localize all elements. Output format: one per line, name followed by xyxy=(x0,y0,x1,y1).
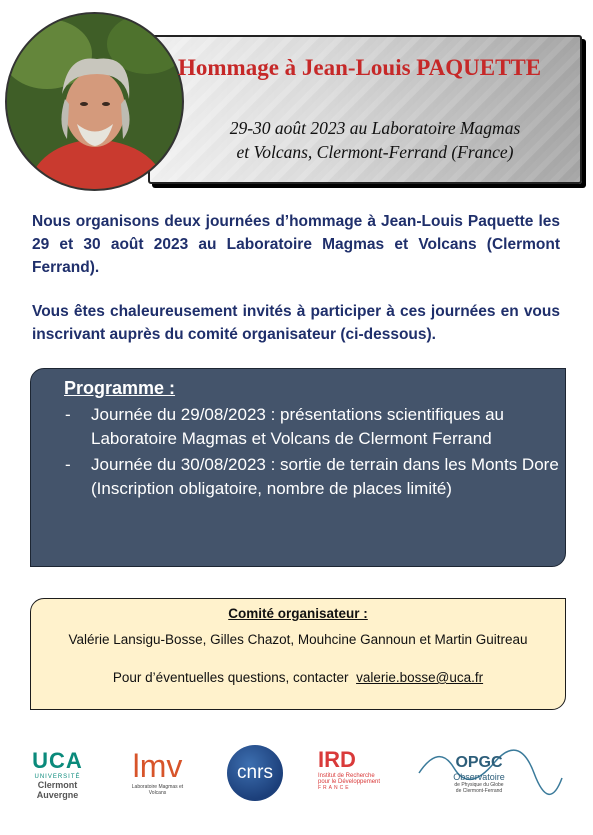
lmv-mark: lmv xyxy=(132,748,183,784)
opgc-logo xyxy=(414,738,564,808)
uca-mark: UCA xyxy=(32,748,83,773)
committee-box xyxy=(30,598,566,710)
lmv-logo xyxy=(125,748,190,798)
opgc-line3: de Clermont-Ferrand xyxy=(455,788,503,794)
ird-line2: pour le Développement xyxy=(318,779,381,785)
page-title: Hommage à Jean-Louis PAQUETTE xyxy=(178,55,542,80)
programme-item xyxy=(59,453,559,501)
contact-prefix: Pour d’éventuelles questions, contacter xyxy=(112,670,349,685)
opgc-text xyxy=(434,754,524,794)
programme-box xyxy=(30,368,566,567)
committee-title: Comité organisateur : xyxy=(228,606,368,621)
programme-item-text: Journée du 29/08/2023 : présentations scientifiques au Laboratoire Magmas et Volcans de Clermont Ferrand xyxy=(91,405,505,448)
ird-line3: FRANCE xyxy=(318,785,351,791)
intro-paragraph-2: Vous êtes chaleureusement invités à participer à ces journées en vous inscrivant auprès du comité organisateur (ci-dessous). xyxy=(32,303,560,343)
subtitle-line-1: 29-30 août 2023 au Laboratoire Magmas xyxy=(229,118,521,138)
intro-paragraph-1: Nous organisons deux journées d’hommage à Jean-Louis Paquette les 29 et 30 août 2023 au Laboratoire Magmas et Volcans (Clermont Ferrand). xyxy=(32,213,560,276)
uca-line1: UNIVERSITÉ xyxy=(34,774,81,780)
contact-email-link[interactable]: valerie.bosse@uca.fr xyxy=(356,670,484,685)
ird-line1: Institut de Recherche xyxy=(318,773,375,779)
bullet-dash: - xyxy=(65,455,71,474)
opgc-mark: OPGC xyxy=(455,754,503,771)
cnrs-logo xyxy=(227,745,283,801)
opgc-line1: Observatoire xyxy=(453,772,505,782)
cnrs-mark: cnrs xyxy=(237,762,273,783)
uca-line2: Clermont xyxy=(37,780,78,790)
ird-mark: IRD xyxy=(318,747,356,772)
programme-list xyxy=(59,403,559,503)
event-dates-location xyxy=(185,116,565,164)
ird-logo xyxy=(318,747,386,807)
uca-logo xyxy=(30,748,85,810)
portrait-illustration xyxy=(7,14,182,189)
lmv-caption: Laboratoire Magmas et Volcans xyxy=(131,784,184,796)
contact-line xyxy=(31,670,565,685)
portrait-photo xyxy=(5,12,184,191)
committee-names: Valérie Lansigu-Bosse, Gilles Chazot, Mouhcine Gannoun et Martin Guitreau xyxy=(68,632,528,647)
programme-title: Programme : xyxy=(64,378,176,398)
opgc-line2: de Physique du Globe xyxy=(454,782,504,788)
uca-line3: Auvergne xyxy=(36,790,79,800)
bullet-dash: - xyxy=(65,405,71,424)
programme-item xyxy=(59,403,559,451)
subtitle-line-2: et Volcans, Clermont-Ferrand (France) xyxy=(236,142,514,162)
programme-item-text: Journée du 30/08/2023 : sortie de terrain dans les Monts Dore (Inscription obligatoire, nombre de places limité) xyxy=(91,455,559,498)
